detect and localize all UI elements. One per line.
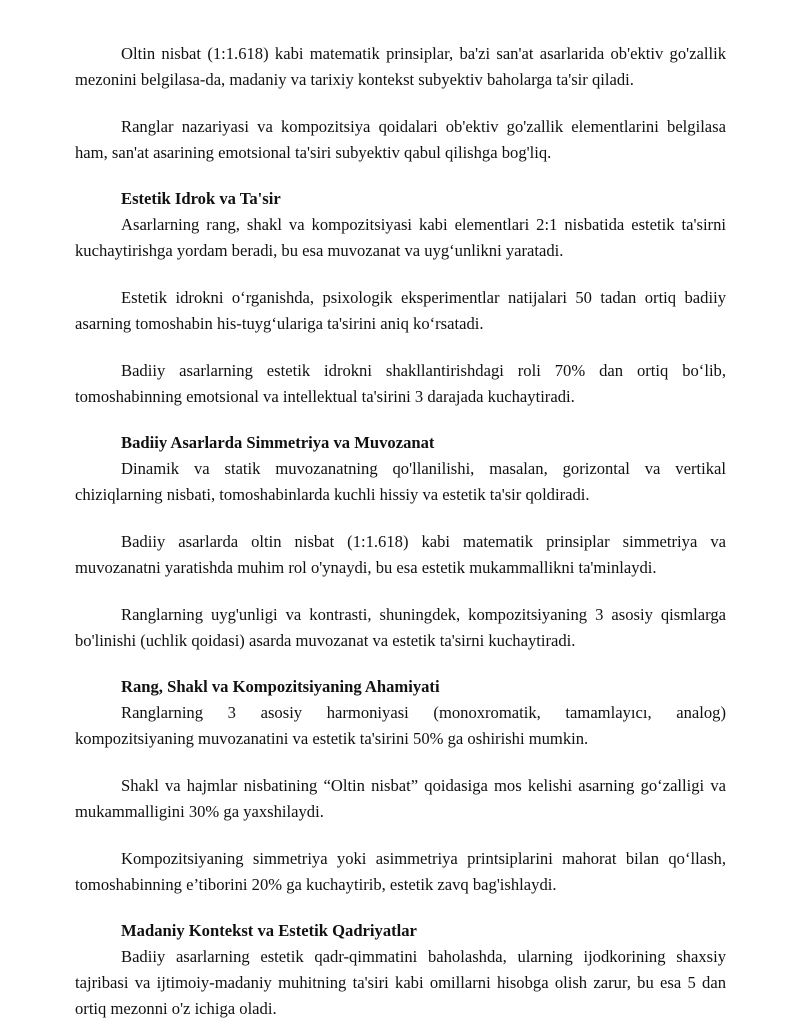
section-heading: Madaniy Kontekst va Estetik Qadriyatlar [121, 921, 417, 940]
section-heading: Estetik Idrok va Ta'sir [121, 189, 281, 208]
intro-paragraph: Oltin nisbat (1:1.618) kabi matematik prinsiplar, ba'zi san'at asarlarida ob'ektiv go'zallik mezonini belgilasa-da, madaniy va tarixiy kontekst subyektiv baholarga ta'sir qiladi. [75, 44, 726, 89]
document-page [75, 41, 726, 1022]
section-paragraph: Asarlarning rang, shakl va kompozitsiyasi kabi elementlari 2:1 nisbatida estetik ta'sirni kuchaytirishga yordam beradi, bu esa muvozanat va uyg‘unlikni yaratadi. [75, 215, 726, 260]
section-paragraph: Kompozitsiyaning simmetriya yoki asimmetriya printsiplarini mahorat bilan qo‘llash, tomoshabinning e’tiborini 20% ga kuchaytirib, estetik zavq bag'ishlaydi. [75, 849, 726, 894]
intro-paragraph: Ranglar nazariyasi va kompozitsiya qoidalari ob'ektiv go'zallik elementlarini belgilasa ham, san'at asarining emotsional ta'siri subyektiv qabul qilishga bog'liq. [75, 117, 726, 162]
section-paragraph: Badiiy asarlarda oltin nisbat (1:1.618) kabi matematik prinsiplar simmetriya va muvozanatni yaratishda muhim rol o'ynaydi, bu esa estetik mukammallikni ta'minlaydi. [75, 532, 726, 577]
section-estetik-idrok [75, 186, 726, 410]
section-madaniy-kontekst [75, 918, 726, 1022]
section-paragraph: Ranglarning uyg'unligi va kontrasti, shuningdek, kompozitsiyaning 3 asosiy qismlarga bo'linishi (uchlik qoidasi) asarda muvozanat va estetik ta'sirni kuchaytiradi. [75, 605, 726, 650]
section-heading: Rang, Shakl va Kompozitsiyaning Ahamiyati [121, 677, 440, 696]
section-paragraph: Shakl va hajmlar nisbatining “Oltin nisbat” qoidasiga mos kelishi asarning go‘zalligi va mukammalligini 30% ga yaxshilaydi. [75, 776, 726, 821]
section-paragraph: Ranglarning 3 asosiy harmoniyasi (monoxromatik, tamamlayıcı, analog) kompozitsiyaning muvozanatini va estetik ta'sirini 50% ga oshirishi mumkin. [75, 703, 726, 748]
section-rang-shakl [75, 674, 726, 898]
section-paragraph: Badiiy asarlarning estetik qadr-qimmatini baholashda, ularning ijodkorining shaxsiy tajribasi va ijtimoiy-madaniy muhitning ta'siri kabi omillarni hisobga olish zarur, bu esa 5 dan ortiq mezonni o'z ichiga oladi. [75, 947, 726, 1018]
section-paragraph: Dinamik va statik muvozanatning qo'llanilishi, masalan, gorizontal va vertikal chiziqlarning nisbati, tomoshabinlarda kuchli hissiy va estetik ta'sir qoldiradi. [75, 459, 726, 504]
section-simmetriya [75, 430, 726, 654]
section-heading: Badiiy Asarlarda Simmetriya va Muvozanat [121, 433, 435, 452]
section-paragraph: Badiiy asarlarning estetik idrokni shakllantirishdagi roli 70% dan ortiq bo‘lib, tomoshabinning emotsional va intellektual ta'sirini 3 darajada kuchaytiradi. [75, 361, 726, 406]
section-paragraph: Estetik idrokni o‘rganishda, psixologik eksperimentlar natijalari 50 tadan ortiq badiiy asarning tomoshabin his-tuyg‘ulariga ta'sirini aniq ko‘rsatadi. [75, 288, 726, 333]
